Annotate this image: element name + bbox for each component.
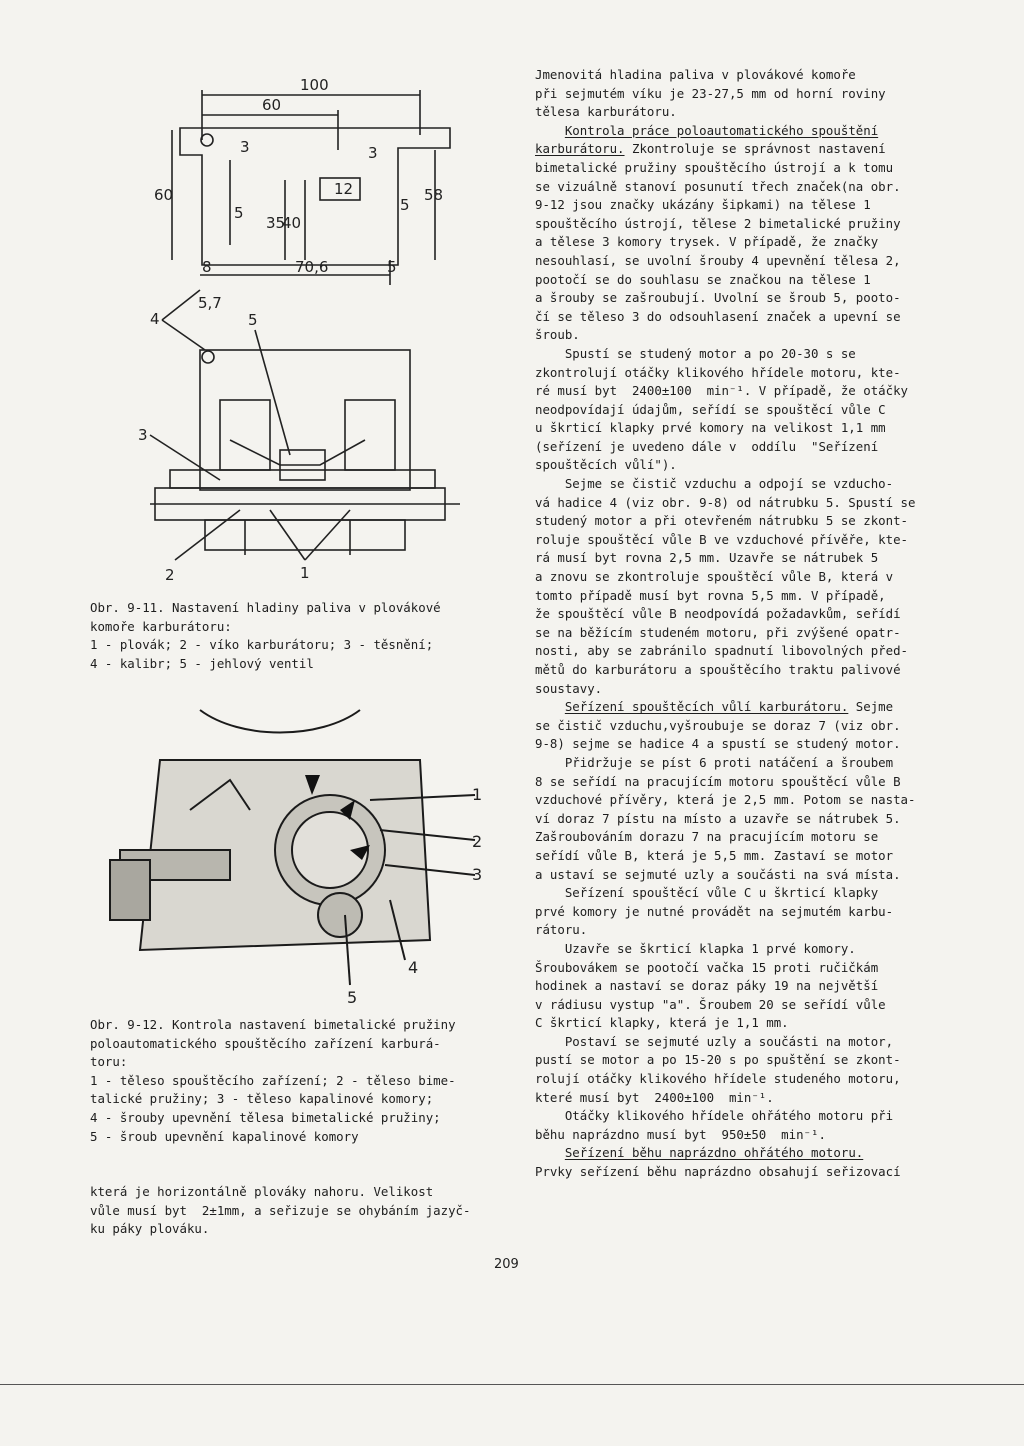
text-line: nesouhlasí, se uvolní šrouby 4 upevnění tělesa 2,: [535, 252, 901, 268]
text-line: a znovu se zkontroluje spouštěcí vůle B, která v: [535, 569, 894, 585]
dim-label: 60: [262, 96, 282, 114]
text-span: Zkontroluje se správnost nastavení: [624, 141, 886, 157]
callout-number: 4: [408, 958, 419, 977]
callout-number: 4: [150, 310, 160, 328]
text-line: 9-12 jsou značky ukázány šipkami) na tělese 1: [535, 197, 871, 213]
dim-label: 5,7: [198, 294, 222, 312]
dim-label: 3: [368, 144, 378, 162]
text-line: rolují otáčky klikového hřídele studeného motoru,: [535, 1071, 901, 1087]
page-number: 209: [494, 1257, 519, 1272]
dim-label: 3: [240, 138, 250, 156]
callout-number: 5: [347, 988, 358, 1007]
callout-number: 3: [138, 426, 148, 444]
text-line: Přidržuje se píst 6 proti natáčení a šroubem: [535, 754, 894, 770]
text-line: 8 se seřídí na pracujícím motoru spouštěcí vůle B: [535, 773, 901, 789]
text-line: se na běžícím studeném motoru, při zvýšené opatr-: [535, 624, 901, 640]
text-line: roluje spouštěcí vůle B ve vzduchové přívěře, kte-: [535, 531, 908, 547]
right-column-text: [535, 66, 935, 1182]
text-line: Sejme se čistič vzduchu a odpojí se vzducho-: [535, 476, 894, 492]
text-line: rá musí byt rovna 2,5 mm. Uzavře se nátrubek 5: [535, 550, 879, 566]
figure-bimetallic-spring-illustration: [100, 700, 500, 1010]
dim-label: 12: [334, 180, 354, 198]
text-line: 9-8) sejme se hadice 4 a spustí se studený motor.: [535, 736, 901, 752]
bottom-rule: [0, 1384, 1024, 1385]
caption-line: 1 - plovák; 2 - víko karburátoru; 3 - těsnění;: [90, 637, 434, 653]
dim-label: 100: [300, 76, 329, 94]
text-line: které musí byt 2400±100 min⁻¹.: [535, 1089, 774, 1105]
left-column-text: [90, 1183, 500, 1239]
dim-label: 8: [202, 258, 212, 276]
dim-label: 70,6: [295, 258, 329, 276]
text-line: se čistič vzduchu,vyšroubuje se doraz 7 (viz obr.: [535, 717, 901, 733]
figure-1-caption: [90, 599, 500, 673]
callout-number: 1: [472, 785, 483, 804]
text-line: [535, 698, 935, 717]
text-line: [535, 140, 935, 159]
text-line: ré musí byt 2400±100 min⁻¹. V případě, že otáčky: [535, 383, 908, 399]
text-line: nosti, aby se zabránilo spadnutí libovolných před-: [535, 643, 908, 659]
text-line: pootočí se do souhlasu se značkou na tělese 1: [535, 271, 871, 287]
text-line: že spouštěcí vůle B neodpovídá požadavkům, seřídí: [535, 606, 901, 622]
caption-line: Obr. 9-12. Kontrola nastavení bimetalické pružiny: [90, 1017, 456, 1032]
text-line: Seřízení spouštěcí vůle C u škrticí klapky: [535, 885, 879, 901]
text-line: při sejmutém víku je 23-27,5 mm od horní roviny: [535, 85, 886, 101]
text-line: neodpovídají údajům, seřídí se spouštěcí vůle C: [535, 401, 886, 417]
text-line: pustí se motor a po 15-20 s po spuštění se zkont-: [535, 1052, 901, 1068]
text-line: u škrticí klapky prvé komory na velikost 1,1 mm: [535, 420, 886, 436]
text-line: šroub.: [535, 327, 580, 343]
text-line: ku páky plováku.: [90, 1221, 210, 1237]
caption-line: toru:: [90, 1054, 128, 1070]
callout-number: 2: [472, 832, 483, 851]
figure-float-level-diagram: [138, 70, 490, 590]
text-line: tomto případě musí byt rovna 5,5 mm. V případě,: [535, 587, 886, 603]
dim-label: 40: [282, 214, 302, 232]
text-line: bimetalické pružiny spouštěcího ústrojí a k tomu: [535, 159, 894, 175]
text-line: a tělese 3 komory trysek. V případě, že značky: [535, 234, 879, 250]
text-line: seřídí vůle B, která je 5,5 mm. Zastaví se motor: [535, 847, 894, 863]
figure-2-caption: [90, 1016, 500, 1146]
text-line: čí se těleso 3 do odsouhlasení značek a upevní se: [535, 308, 901, 324]
text-line: rátoru.: [535, 922, 588, 938]
text-line: která je horizontálně plováky nahoru. Velikost: [90, 1184, 434, 1199]
text-line: Jmenovitá hladina paliva v plovákové komoře: [535, 67, 856, 82]
text-line: vá hadice 4 (viz obr. 9-8) od nátrubku 5. Spustí se: [535, 494, 916, 510]
text-line: spouštěcích vůlí").: [535, 457, 677, 473]
text-line: zkontrolují otáčky klikového hřídele motoru, kte-: [535, 364, 901, 380]
caption-line: 1 - těleso spouštěcího zařízení; 2 - těleso bime-: [90, 1072, 456, 1088]
text-line: Uzavře se škrticí klapka 1 prvé komory.: [535, 940, 856, 956]
section-heading-text: Seřízení běhu naprázdno ohřátého motoru.: [564, 1145, 864, 1161]
section-heading-text: Kontrola práce poloautomatického spouštění: [564, 122, 879, 138]
callout-number: 5: [248, 311, 258, 329]
text-line: soustavy.: [535, 680, 603, 696]
callout-number: 1: [300, 564, 310, 582]
section-heading-text: Seřízení spouštěcích vůlí karburátoru.: [564, 699, 849, 715]
callout-number: 2: [165, 566, 175, 584]
caption-line: Obr. 9-11. Nastavení hladiny paliva v plovákové: [90, 600, 441, 615]
text-line: (seřízení je uvedeno dále v oddílu "Seřízení: [535, 438, 879, 454]
caption-line: 5 - šroub upevnění kapalinové komory: [90, 1128, 359, 1144]
dim-label: 58: [424, 186, 444, 204]
text-line: hodinek a nastaví se doraz páky 19 na největší: [535, 978, 879, 994]
text-line: mětů do karburátoru a spouštěcího traktu palivové: [535, 662, 901, 677]
text-line: a ustaví se sejmuté uzly a součásti na svá místa.: [535, 866, 901, 882]
caption-line: poloautomatického spouštěcího zařízení karburá-: [90, 1035, 441, 1051]
text-line: Otáčky klikového hřídele ohřátého motoru při: [535, 1108, 894, 1124]
text-line: vůle musí byt 2±1mm, a seřizuje se ohybáním jazyč-: [90, 1202, 471, 1218]
text-line: spouštěcího ústrojí, tělese 2 bimetalické pružiny: [535, 215, 901, 231]
dim-label: 5: [400, 196, 410, 214]
dim-label: 5: [234, 204, 244, 222]
text-line: Šroubovákem se pootočí vačka 15 proti ručičkám: [535, 959, 879, 975]
dim-label: 60: [154, 186, 174, 204]
section-heading: [535, 122, 935, 141]
text-line: v rádiusu vystup "a". Šroubem 20 se seřídí vůle: [535, 996, 886, 1012]
dim-label: 35: [266, 214, 286, 232]
dim-label: 5: [387, 258, 397, 276]
text-line: Zašroubováním dorazu 7 na pracujícím motoru se: [535, 829, 879, 845]
text-line: a šrouby se zašroubují. Uvolní se šroub 5, pooto-: [535, 290, 901, 306]
text-line: běhu naprázdno musí byt 950±50 min⁻¹.: [535, 1126, 826, 1142]
callout-number: 3: [472, 865, 483, 884]
text-line: tělesa karburátoru.: [535, 104, 677, 120]
text-span: Sejme: [848, 699, 894, 715]
text-line: ví doraz 7 pístu na místo a uzavře se nátrubek 5.: [535, 810, 901, 826]
text-line: vzduchové přívěry, která je 2,5 mm. Potom se nasta-: [535, 792, 916, 808]
text-line: studený motor a při otevřeném nátrubku 5 se zkont-: [535, 513, 908, 529]
caption-line: 4 - kalibr; 5 - jehlový ventil: [90, 655, 314, 671]
caption-line: 4 - šrouby upevnění tělesa bimetalické pružiny;: [90, 1109, 441, 1125]
text-line: C škrticí klapky, která je 1,1 mm.: [535, 1015, 789, 1031]
caption-line: komoře karburátoru:: [90, 618, 232, 634]
section-heading-text: karburátoru.: [535, 141, 625, 157]
caption-line: talické pružiny; 3 - těleso kapalinové komory;: [90, 1091, 434, 1107]
text-line: Postaví se sejmuté uzly a součásti na motor,: [535, 1033, 894, 1049]
text-line: prvé komory je nutné provádět na sejmutém karbu-: [535, 903, 894, 919]
section-heading: [535, 1144, 935, 1163]
text-line: Spustí se studený motor a po 20-30 s se: [535, 345, 856, 361]
text-line: Prvky seřízení běhu naprázdno obsahují seřizovací: [535, 1164, 901, 1180]
text-line: se vizuálně stanoví posunutí třech značek(na obr.: [535, 178, 901, 194]
